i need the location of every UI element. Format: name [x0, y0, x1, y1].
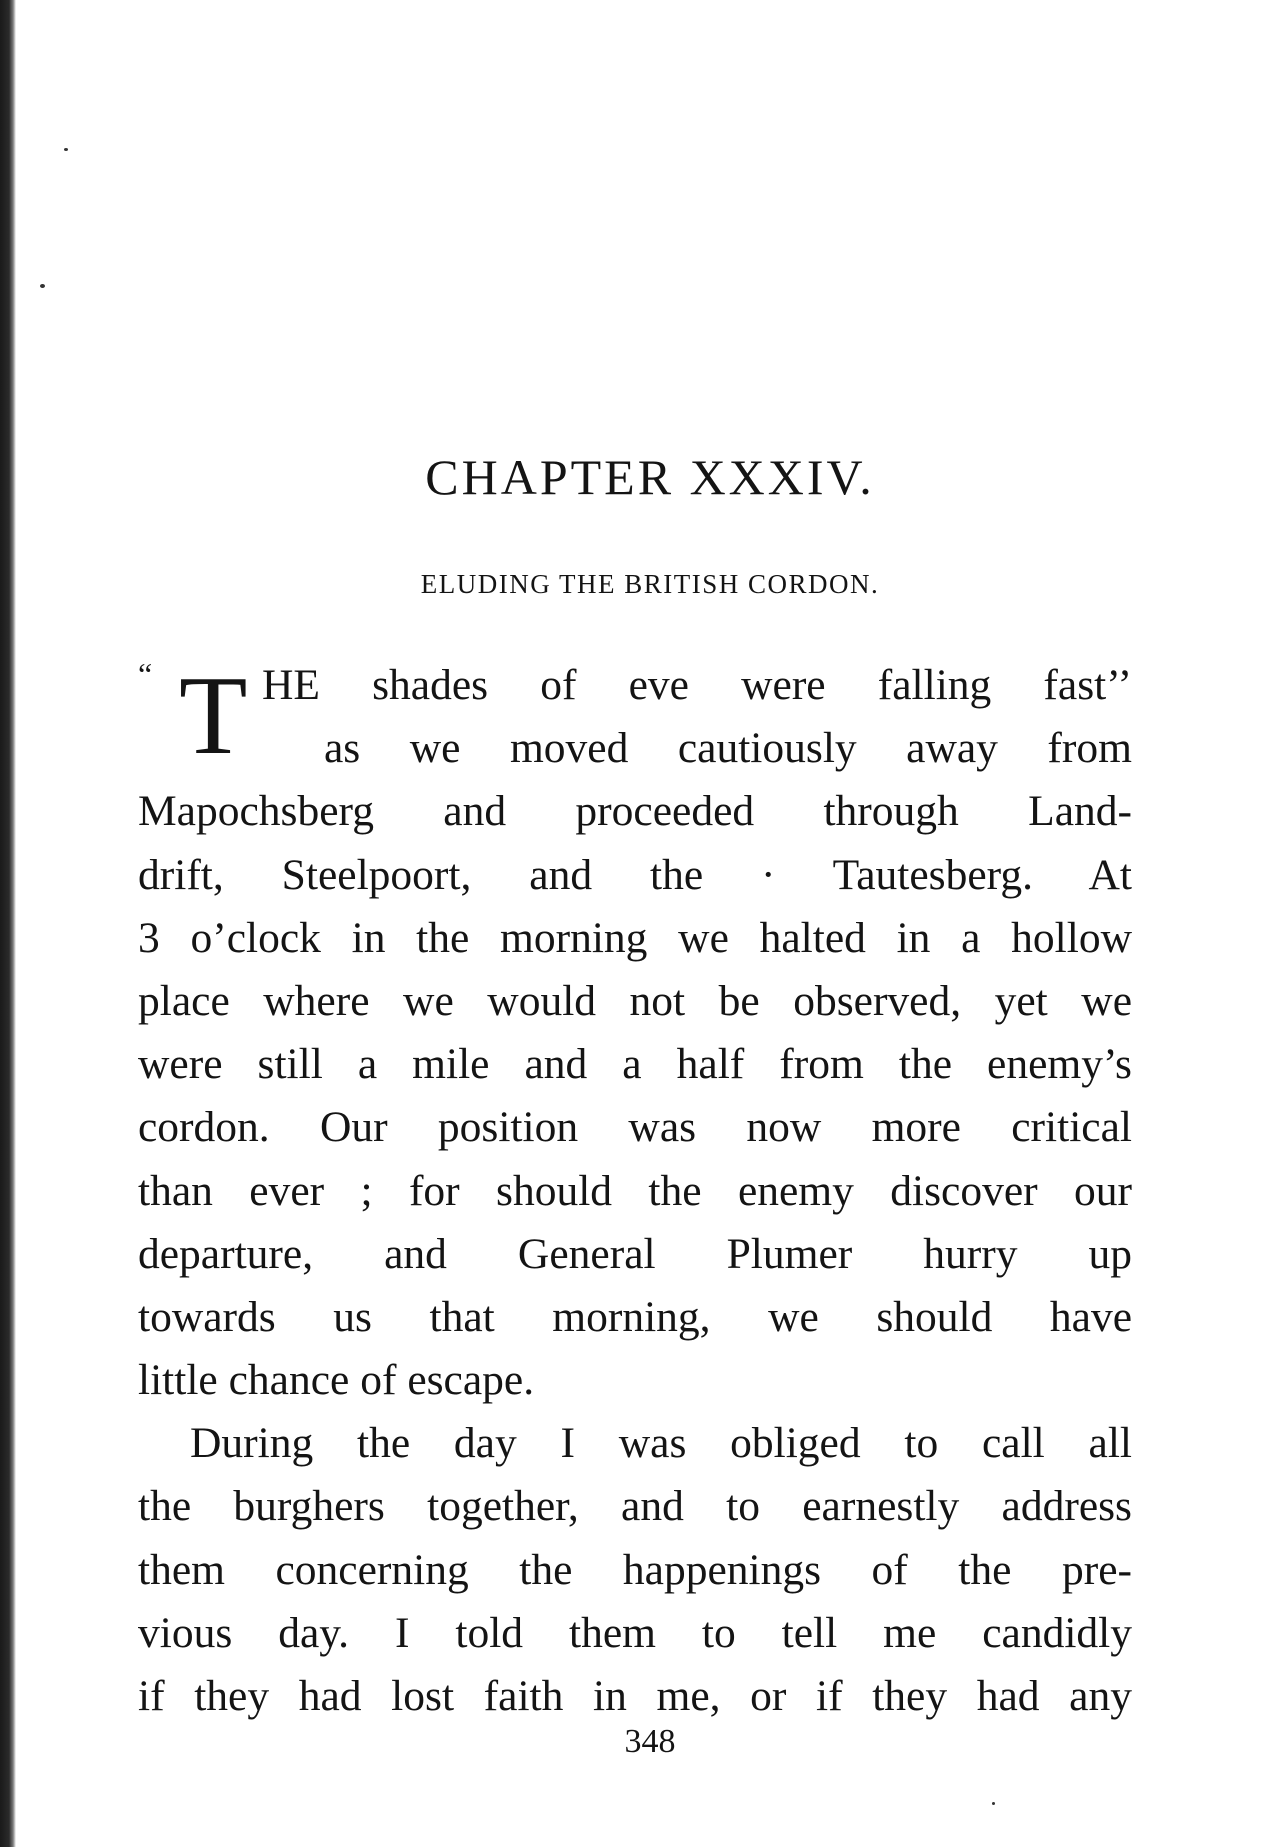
text-line: the burghers together, and to earnestly address — [138, 1482, 1132, 1531]
text-line: if they had lost faith in me, or if they had any — [138, 1672, 1132, 1721]
text-line: towards us that morning, we should have — [138, 1292, 1132, 1341]
page-binding-edge — [0, 0, 16, 1847]
scan-speck — [992, 1802, 995, 1805]
text-line: vious day. I told them to tell me candidly — [138, 1608, 1132, 1657]
text-line: departure, and General Plumer hurry up — [138, 1229, 1132, 1278]
body-text — [138, 654, 1132, 1728]
chapter-subtitle: ELUDING THE BRITISH CORDON. — [420, 569, 880, 599]
chapter-title: CHAPTER XXXIV. — [425, 449, 875, 505]
text-line: place where we would not be observed, yet we — [138, 976, 1132, 1025]
text-line: During the day I was obliged to call all — [190, 1419, 1132, 1468]
scan-speck — [64, 148, 68, 151]
paragraph-opening — [138, 654, 1132, 780]
text-line: drift, Steelpoort, and the · Tautesberg. At — [138, 850, 1132, 899]
text-line: them concerning the happenings of the pre- — [138, 1545, 1132, 1594]
drop-cap: T — [179, 654, 248, 778]
text-line: cordon. Our position was now more critical — [138, 1103, 1132, 1152]
text-line: as we moved cautiously away from — [324, 724, 1132, 773]
text-line: Mapochsberg and proceeded through Land- — [138, 787, 1132, 836]
text-line: were still a mile and a half from the enemy’s — [138, 1040, 1132, 1089]
text-line: 3 o’clock in the morning we halted in a hollow — [138, 913, 1132, 962]
text-line: than ever ; for should the enemy discover our — [138, 1166, 1132, 1215]
opening-quote: “ — [138, 656, 153, 692]
text-line: HE shades of eve were falling fast’’ — [262, 661, 1132, 709]
scan-speck — [40, 284, 45, 288]
text-line: little chance of escape. — [138, 1356, 535, 1405]
page-number: 348 — [624, 1723, 676, 1760]
